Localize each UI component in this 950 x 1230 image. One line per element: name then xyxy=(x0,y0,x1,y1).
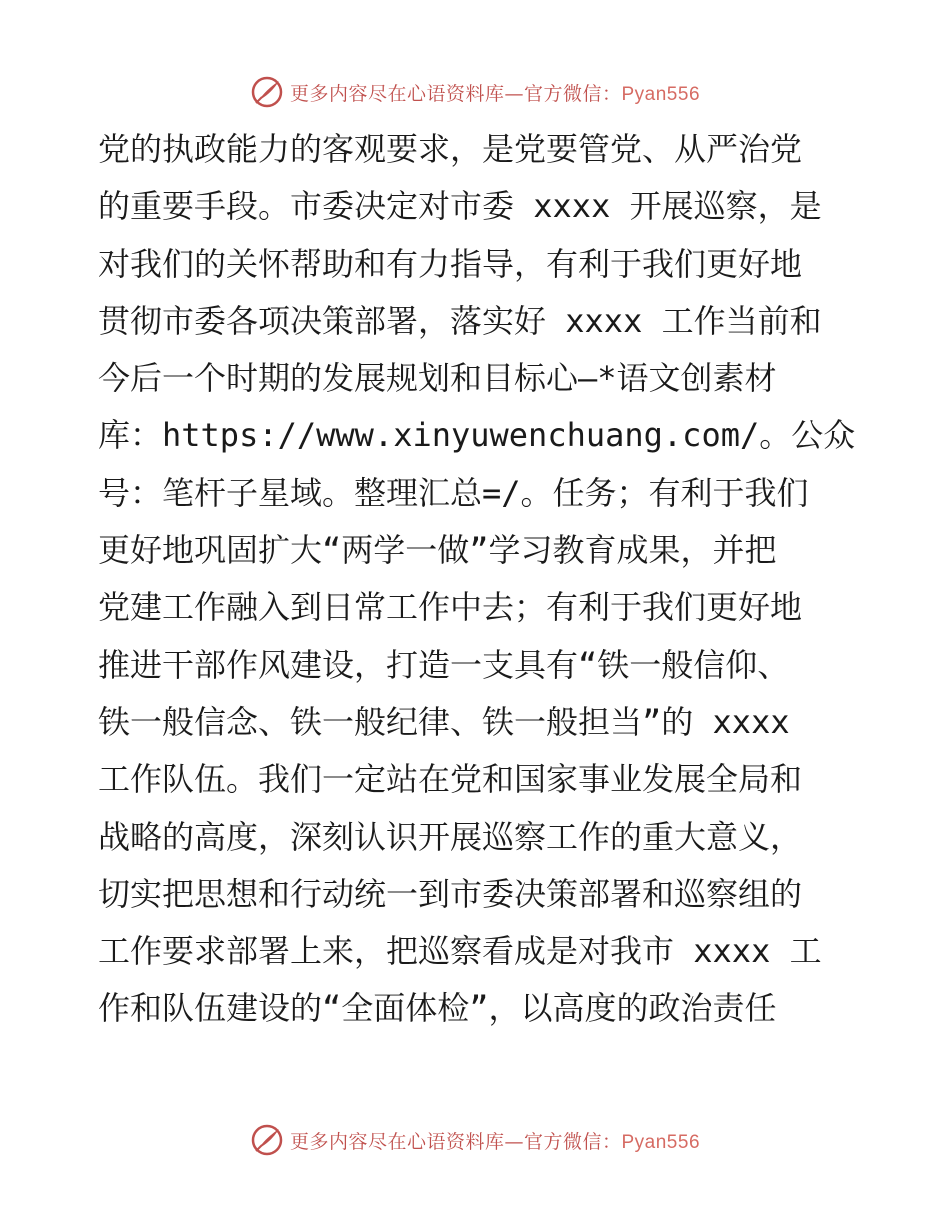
body-line: 党建工作融入到日常工作中去；有利于我们更好地 xyxy=(98,588,803,627)
header-banner-text: 更多内容尽在心语资料库—官方微信：Pyan556 xyxy=(289,82,701,105)
document-body xyxy=(98,121,858,1038)
footer-wechat-id: Pyan556 xyxy=(621,1131,701,1153)
body-line: 更好地巩固扩大“两学一做”学习教育成果，并把 xyxy=(98,531,777,570)
body-line: 的重要手段。市委决定对市委 xxxx 开展巡察，是 xyxy=(98,187,822,226)
body-line: 工作队伍。我们一定站在党和国家事业发展全局和 xyxy=(98,760,803,799)
body-line: 党的执政能力的客观要求，是党要管党、从严治党 xyxy=(98,130,803,168)
body-line: 对我们的关怀帮助和有力指导，有利于我们更好地 xyxy=(98,244,803,283)
body-line: 号：笔杆子星域。整理汇总=/。任务；有利于我们 xyxy=(98,473,809,512)
body-line: 铁一般信念、铁一般纪律、铁一般担当”的 xxxx xyxy=(98,702,790,741)
body-line: 库：https://www.xinyuwenchuang.com/。公众 xyxy=(98,416,856,455)
body-line: 战略的高度，深刻认识开展巡察工作的重大意义， xyxy=(98,817,803,856)
header-banner xyxy=(0,72,950,112)
feather-pen-logo-icon xyxy=(250,75,284,109)
body-line: 贯彻市委各项决策部署，落实好 xxxx 工作当前和 xyxy=(98,301,822,340)
body-line: 今后一个时期的发展规划和目标心—*语文创素材 xyxy=(98,359,777,398)
footer-banner-text: 更多内容尽在心语资料库—官方微信：Pyan556 xyxy=(289,1130,701,1153)
feather-pen-logo-icon xyxy=(250,1123,284,1157)
body-line: 工作要求部署上来，把巡察看成是对我市 xxxx 工 xyxy=(98,932,822,971)
header-wechat-id: Pyan556 xyxy=(621,83,701,105)
body-line: 切实把思想和行动统一到市委决策部署和巡察组的 xyxy=(98,874,803,913)
body-line: 作和队伍建设的“全面体检”，以高度的政治责任 xyxy=(98,989,777,1028)
footer-banner xyxy=(0,1120,950,1160)
body-line: 推进干部作风建设，打造一支具有“铁一般信仰、 xyxy=(98,645,790,684)
